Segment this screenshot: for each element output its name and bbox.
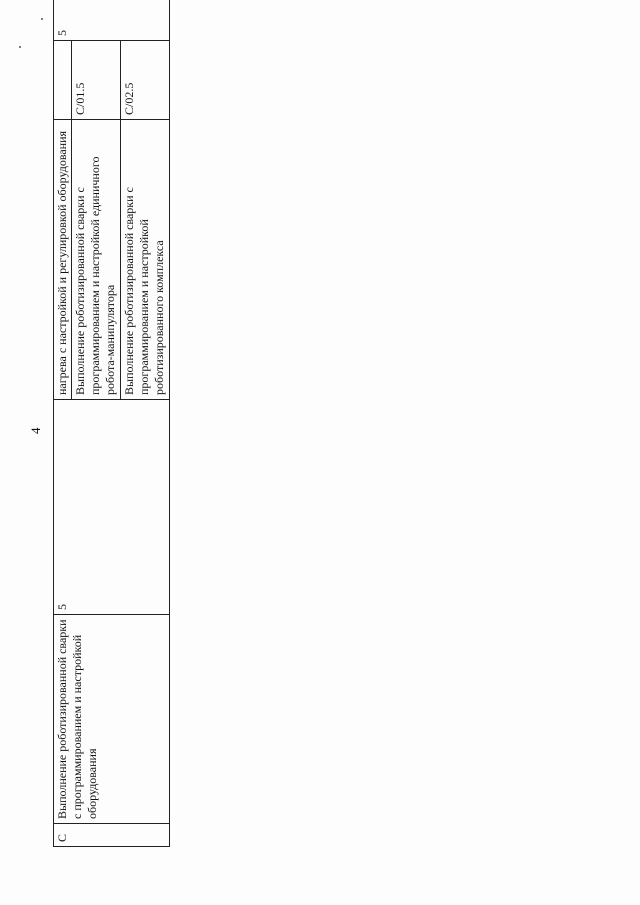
generalized-function-code: С [54, 824, 170, 847]
generalized-function-name: Выполнение роботизированной сварки с программированием и настройкой оборудования [54, 615, 170, 824]
scan-speck [41, 18, 43, 20]
function-sublevel: 5 [54, 0, 170, 41]
function-code-2: С/02.5 [121, 41, 170, 120]
table-row-top [54, 0, 72, 847]
rotated-table-wrapper [53, 19, 165, 847]
function-2: Выполнение роботизированной сварки с программированием и настройкой роботизированного комплекса [121, 120, 170, 400]
scan-speck [19, 46, 21, 48]
page-number: 4 [28, 427, 43, 434]
function-code-empty [54, 41, 72, 120]
qualification-table [53, 0, 170, 847]
function-continuation: нагрева с настройкой и регулировкой оборудования [54, 120, 72, 400]
qualification-level: 5 [54, 400, 170, 615]
function-code-1: С/01.5 [72, 41, 121, 120]
function-1: Выполнение роботизированной сварки с программированием и настройкой единичного робота-манипулятора [72, 120, 121, 400]
